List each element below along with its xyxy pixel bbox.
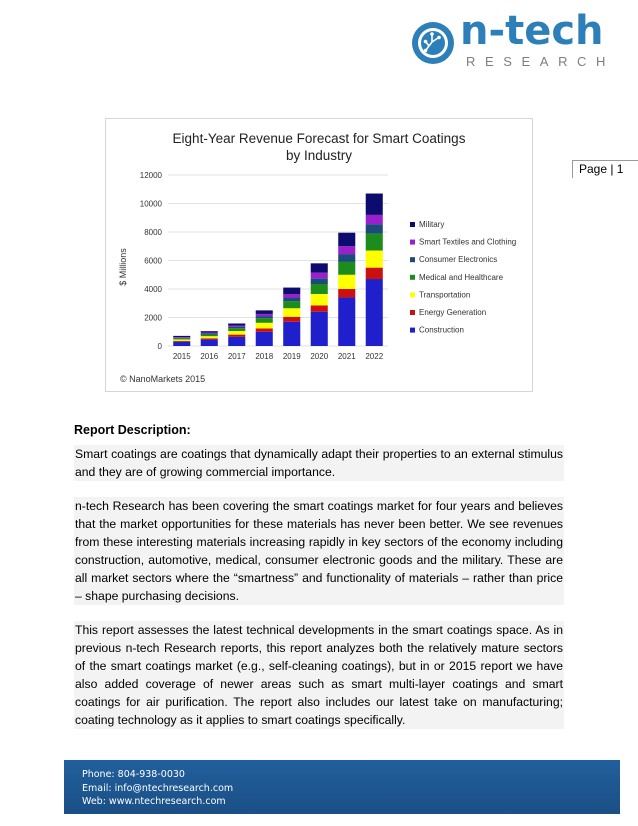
- bar-segment: [256, 316, 273, 318]
- bar-segment: [338, 289, 355, 298]
- bar-segment: [173, 339, 190, 340]
- bar-segment: [338, 246, 355, 254]
- bar-segment: [256, 310, 273, 314]
- contact-footer: [64, 760, 620, 814]
- bar-segment: [256, 318, 273, 323]
- bar-segment: [338, 254, 355, 262]
- legend-label: Energy Generation: [419, 308, 487, 317]
- legend-label: Medical and Healthcare: [419, 272, 504, 282]
- bar-segment: [283, 322, 300, 346]
- company-logo: [408, 8, 628, 74]
- bar-segment: [366, 233, 383, 250]
- paragraph-gap: [74, 481, 564, 497]
- legend-label: Transportation: [419, 290, 471, 300]
- bar-segment: [283, 301, 300, 308]
- footer-web[interactable]: Web: www.ntechresearch.com: [82, 796, 226, 807]
- bar-segment: [228, 323, 245, 325]
- bar-segment: [283, 298, 300, 302]
- bar-segment: [228, 337, 245, 346]
- logo-name: n-tech: [460, 8, 604, 54]
- bar-segment: [338, 262, 355, 275]
- bar-segment: [366, 215, 383, 224]
- x-tick-label: 2017: [227, 352, 246, 361]
- y-tick-label: 4000: [144, 285, 162, 294]
- paragraph-gap: [74, 605, 564, 621]
- report-heading: Report Description:: [74, 423, 191, 437]
- bar-segment: [338, 298, 355, 346]
- bar-segment: [201, 340, 218, 346]
- bar-segment: [173, 337, 190, 338]
- y-tick-label: 12000: [139, 171, 162, 180]
- bar-segment: [366, 279, 383, 346]
- chart-title-line-2: by Industry: [285, 148, 353, 163]
- y-tick-label: 2000: [144, 313, 162, 323]
- bar-segment: [283, 288, 300, 294]
- bar-segment: [283, 294, 300, 298]
- bar-segment: [201, 334, 218, 335]
- chart-annotation: © NanoMarkets 2015: [120, 374, 206, 384]
- bar-segment: [228, 328, 245, 331]
- x-tick-label: 2021: [337, 352, 356, 361]
- bar-segment: [311, 312, 328, 346]
- bar-segment: [311, 294, 328, 305]
- bar-segment: [256, 323, 273, 329]
- legend-swatch: [410, 222, 415, 227]
- bar-segment: [201, 338, 218, 339]
- bar-segment: [366, 251, 383, 268]
- y-tick-label: 8000: [144, 228, 162, 237]
- x-tick-label: 2019: [282, 352, 301, 361]
- legend-swatch: [410, 292, 415, 297]
- report-description: [74, 423, 564, 729]
- x-tick-label: 2016: [200, 352, 219, 361]
- footer-email[interactable]: Email: info@ntechresearch.com: [82, 782, 234, 794]
- bar-segment: [256, 328, 273, 331]
- bar-segment: [366, 224, 383, 233]
- chart-title-line-1: Eight-Year Revenue Forecast for Smart Coatings: [172, 131, 466, 146]
- bar-segment: [311, 284, 328, 294]
- bar-segment: [173, 341, 190, 342]
- bar-segment: [283, 317, 300, 322]
- report-paragraph-1: Smart coatings are coatings that dynamically adapt their properties to an external stimulus and they are of growing commercial importance.: [75, 447, 563, 479]
- legend-label: Smart Textiles and Clothing: [419, 237, 517, 247]
- chart-canvas: [106, 119, 532, 391]
- bar-segment: [228, 326, 245, 327]
- report-paragraph-3: This report assesses the latest technical developments in the smart coatings space. As in previous n-tech Research reports, this report analyzes both the relatively mature sectors of the smart coatings market (e.g., self-cleaning coatings), but in or 2015 report we have also added coverage of newer areas such as smart multi-layer coatings and smart coatings for air purification. The report also includes our latest take on manufacturing; coating technology as it applies to smart coatings specifically.: [75, 623, 563, 727]
- bar-segment: [311, 278, 328, 284]
- legend-swatch: [410, 310, 415, 315]
- legend-swatch: [410, 240, 415, 245]
- page-number: Page | 1: [579, 162, 624, 176]
- footer-phone: Phone: 804-938-0030: [82, 769, 185, 780]
- y-tick-label: 6000: [144, 256, 162, 266]
- bar-segment: [338, 275, 355, 289]
- bar-segment: [311, 305, 328, 311]
- page-number-rule: [572, 160, 638, 161]
- bar-segment: [311, 263, 328, 272]
- x-tick-label: 2020: [310, 352, 329, 361]
- bar-segment: [173, 342, 190, 346]
- page-number-divider: [572, 160, 573, 178]
- bar-segment: [366, 194, 383, 215]
- x-tick-label: 2018: [255, 352, 274, 361]
- legend-swatch: [410, 275, 415, 280]
- x-tick-label: 2022: [365, 352, 384, 361]
- logo-subtitle: RESEARCH: [466, 54, 616, 69]
- bar-segment: [201, 334, 218, 336]
- report-paragraph-2: n-tech Research has been covering the smart coatings market for four years and believes that the market opportunities for these materials has never been better. We see revenues from these interesting materials increasing rapidly in key sectors of the economy including construction, automotive, medical, consumer electronic goods and the military. These are all market sectors where the “smartness” and functionality of materials – rather than price – shape purchasing decisions.: [75, 499, 563, 603]
- x-tick-label: 2015: [172, 352, 191, 361]
- bar-segment: [256, 332, 273, 346]
- legend-label: Consumer Electronics: [419, 255, 498, 265]
- bar-segment: [228, 331, 245, 335]
- bar-segment: [201, 331, 218, 333]
- circuit-globe-icon: [410, 20, 456, 66]
- bar-segment: [201, 336, 218, 338]
- legend-label: Construction: [419, 325, 464, 335]
- legend-swatch: [410, 257, 415, 262]
- bar-segment: [173, 338, 190, 339]
- y-tick-label: 0: [157, 342, 162, 351]
- bar-segment: [173, 338, 190, 339]
- revenue-chart: [105, 118, 533, 392]
- bar-segment: [228, 327, 245, 328]
- legend-label: Military: [419, 220, 445, 229]
- bar-segment: [201, 333, 218, 334]
- bar-segment: [256, 314, 273, 316]
- bar-segment: [338, 233, 355, 247]
- bar-segment: [311, 273, 328, 279]
- bar-segment: [228, 335, 245, 337]
- legend-swatch: [410, 328, 415, 333]
- chart-ylabel: $ Millions: [118, 248, 128, 286]
- y-tick-label: 10000: [139, 199, 162, 209]
- bar-segment: [366, 268, 383, 279]
- bar-segment: [173, 336, 190, 337]
- bar-segment: [283, 308, 300, 317]
